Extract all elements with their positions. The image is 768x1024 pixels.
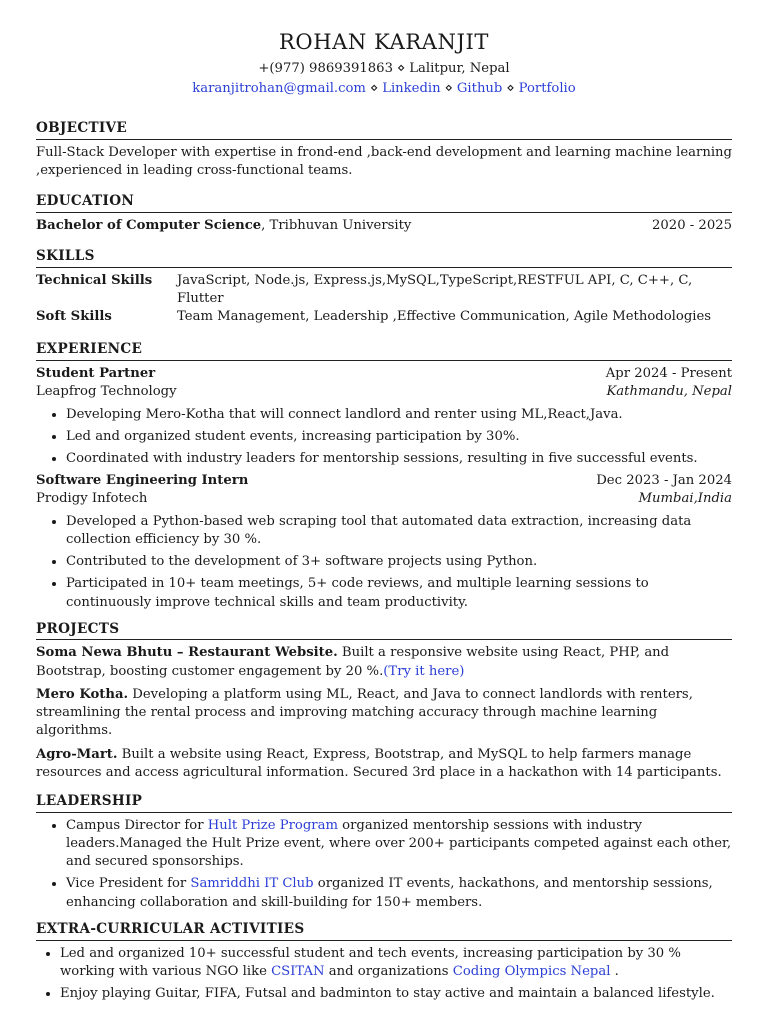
section-title: OBJECTIVE <box>36 119 732 140</box>
project-item <box>36 686 732 741</box>
experience-section <box>36 340 732 611</box>
try-it-here-link[interactable]: (Try it here) <box>383 663 465 679</box>
job-bullets <box>36 406 732 469</box>
job-location: Mumbai,India <box>638 491 732 507</box>
job-entry <box>36 365 732 468</box>
phone-number: +(977) 9869391863 <box>258 61 393 77</box>
job-role: Software Engineering Intern <box>36 473 249 489</box>
project-name: Mero Kotha. <box>36 686 129 702</box>
objective-section <box>36 119 732 180</box>
project-name: Agro-Mart. <box>36 746 118 762</box>
section-title: SKILLS <box>36 247 732 268</box>
job-dates: Apr 2024 - Present <box>605 366 732 382</box>
project-text: Developing a platform using ML, React, and Java to connect landlords with renters, streamlining the rental process and improving matching accuracy through machine learning algorithms. <box>36 686 693 739</box>
list-item: • Led and organized student events, increasing participation by 30%. <box>66 428 732 446</box>
separator: ⋄ <box>444 80 453 96</box>
leadership-section <box>36 792 732 912</box>
coding-olympics-link[interactable]: Coding Olympics Nepal <box>452 963 611 979</box>
separator: ⋄ <box>369 80 379 96</box>
section-title: EDUCATION <box>36 192 732 213</box>
github-link[interactable]: Github <box>456 80 503 96</box>
email-link[interactable]: karanjitrohan@gmail.com <box>192 80 366 96</box>
school: , Tribhuvan University <box>261 217 412 233</box>
project-name: Soma Newa Bhutu – Restaurant Website. <box>36 645 338 661</box>
activity-text: . <box>610 963 619 979</box>
project-item <box>36 644 732 680</box>
leadership-text: Campus Director for <box>66 817 208 833</box>
education-entry <box>36 217 732 235</box>
leadership-text: organized mentorship sessions with industry leaders.Managed the Hult Prize event, where over 200+ participants competed against each other, and secured sponsorships. <box>66 817 732 870</box>
list-item: • Participated in 10+ team meetings, 5+ code reviews, and multiple learning sessions to continuously improve technical skills and team productivity. <box>66 575 732 611</box>
candidate-name: ROHAN KARANJIT <box>278 30 490 54</box>
section-title: LEADERSHIP <box>36 792 732 813</box>
list-item: • Coordinated with industry leaders for mentorship sessions, resulting in five successful events. <box>66 450 732 468</box>
projects-section <box>36 620 732 782</box>
leadership-bullets <box>36 817 732 912</box>
activity-text: Led and organized 10+ successful student and tech events, increasing participation by 30 % working with various NGO like <box>60 945 681 979</box>
list-item <box>60 945 732 981</box>
skill-row <box>36 272 732 308</box>
list-item: • Developed a Python-based web scraping tool that automated data extraction, increasing data collection efficiency by 30 %. <box>66 513 732 549</box>
project-item <box>36 746 732 782</box>
linkedin-link[interactable]: Linkedin <box>382 80 441 96</box>
objective-text: Full-Stack Developer with expertise in frond-end ,back-end development and learning machine learning ,experienced in leading cross-functional teams. <box>36 144 732 178</box>
location: Lalitpur, Nepal <box>409 61 510 77</box>
samriddhi-club-link[interactable]: Samriddhi IT Club <box>190 876 314 892</box>
section-title: EXPERIENCE <box>36 340 732 361</box>
extracurricular-section <box>36 920 732 1003</box>
job-company: Prodigy Infotech <box>36 491 148 507</box>
project-text: Built a website using React, Express, Bootstrap, and MySQL to help farmers manage resources and access agricultural information. Secured 3rd place in a hackathon with 14 participants. <box>36 746 722 780</box>
skill-values: Team Management, Leadership ,Effective Communication, Agile Methodologies <box>177 309 712 325</box>
csitan-link[interactable]: CSITAN <box>271 963 325 979</box>
skill-category: Soft Skills <box>36 309 112 325</box>
section-title: EXTRA-CURRICULAR ACTIVITIES <box>36 920 732 941</box>
list-item: • Contributed to the development of 3+ software projects using Python. <box>66 553 732 571</box>
project-text: Built a responsive website using React, PHP, and Bootstrap, boosting customer engagement by 20 %. <box>36 645 670 679</box>
job-entry <box>36 472 732 612</box>
education-dates: 2020 - 2025 <box>652 217 732 233</box>
extracurricular-bullets <box>36 945 732 1004</box>
skill-row <box>36 308 732 326</box>
job-location: Kathmandu, Nepal <box>606 384 732 400</box>
job-dates: Dec 2023 - Jan 2024 <box>596 473 732 489</box>
section-title: PROJECTS <box>36 620 732 641</box>
contact-line-1 <box>36 59 732 79</box>
resume-page <box>36 0 732 1007</box>
separator: ⋄ <box>506 80 515 96</box>
degree: Bachelor of Computer Science <box>36 217 262 233</box>
list-item <box>66 875 732 911</box>
hult-prize-link[interactable]: Hult Prize Program <box>207 817 338 833</box>
contact-line-2 <box>36 79 732 99</box>
skill-category: Technical Skills <box>36 272 153 288</box>
separator: ⋄ <box>396 61 406 77</box>
job-role: Student Partner <box>36 366 156 382</box>
portfolio-link[interactable]: Portfolio <box>518 80 576 96</box>
skill-values: JavaScript, Node.js, Express.js,MySQL,TypeScript,RESTFUL API, C, C++, C, Flutter <box>177 272 693 306</box>
list-item <box>66 817 732 872</box>
job-bullets <box>36 513 732 612</box>
skills-section <box>36 247 732 326</box>
list-item: • Developing Mero-Kotha that will connect landlord and renter using ML,React,Java. <box>66 406 732 424</box>
list-item: • Enjoy playing Guitar, FIFA, Futsal and badminton to stay active and maintain a balanced lifestyle. <box>60 985 732 1003</box>
activity-text: and organizations <box>324 963 453 979</box>
education-section <box>36 192 732 235</box>
leadership-text: Vice President for <box>66 876 191 892</box>
job-company: Leapfrog Technology <box>36 384 177 400</box>
leadership-text: organized IT events, hackathons, and mentorship sessions, enhancing collaboration and skill-building for 150+ members. <box>66 876 713 910</box>
